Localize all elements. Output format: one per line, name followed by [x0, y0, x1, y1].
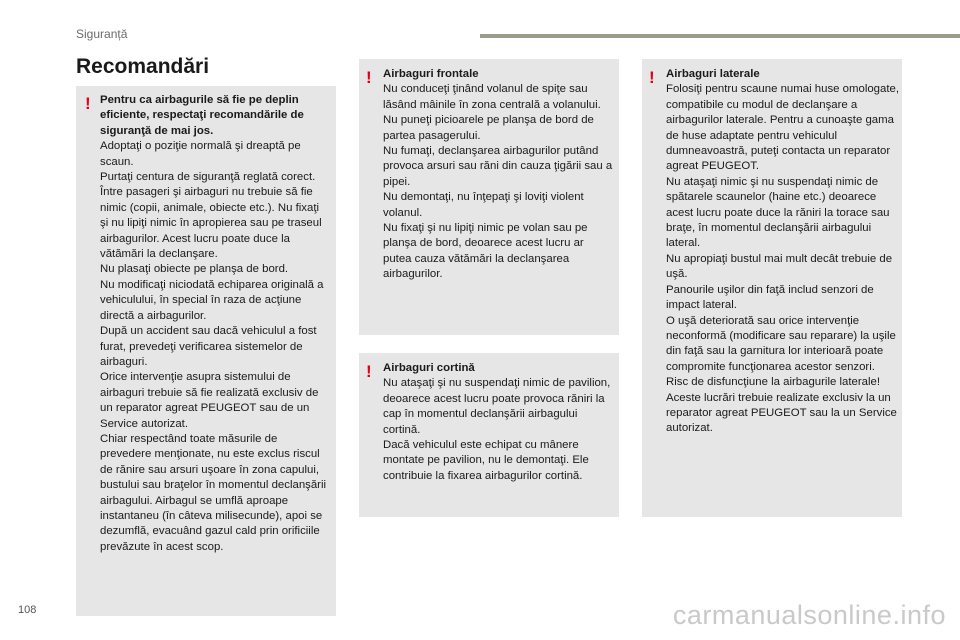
warning-icon: ! [85, 94, 91, 113]
text-line: Orice intervenţie asupra sistemului de airbaguri trebuie să fie realizată exclusiv de un reparator agreat PEUGEOT sau de un Service autorizat. [100, 371, 319, 430]
text-line: Nu ataşaţi nimic şi nu suspendaţi nimic de spătarele scaunelor (haine etc.) deoarece acest lucru poate duce la răniri la torace sau braţe, în momentul declanşării airbagului lateral. [666, 175, 890, 250]
text-line: Adoptaţi o poziţie normală şi dreaptă pe scaun. [100, 140, 301, 168]
panel-heading: Airbaguri laterale [666, 68, 760, 80]
warning-icon: ! [366, 68, 372, 87]
text-line: Dacă vehiculul este echipat cu mânere montate pe pavilion, nu le demontaţi. Ele contribuie la fixarea airbagurilor cortină. [383, 439, 589, 482]
warning-icon: ! [366, 362, 372, 381]
panel-heading: Airbaguri frontale [383, 68, 479, 80]
text-line: Purtaţi centura de siguranţă reglată corect. [100, 171, 316, 184]
text-line: Nu modificaţi niciodată echiparea originală a vehiculului, în special în raza de acţiune directă a airbagurilor. [100, 278, 324, 322]
header-divider [480, 34, 960, 38]
text-line: O uşă deteriorată sau orice intervenţie neconformă (modificare sau reparare) la uşile din faţă sau la garnitura lor interioară poate compromite funcţionarea acestor senzori. Risc de disfuncţiune la airbagurile laterale! [666, 314, 896, 389]
text-line: Între pasageri şi airbaguri nu trebuie să fie nimic (copii, animale, obiecte etc.). Nu fixaţi şi nu lipiţi nimic în apropierea sau pe traseul airbagurilor. Acest lucru poate duce la vătămări la declanşare. [100, 186, 322, 261]
curtain-airbags-text [383, 361, 613, 484]
panel-heading: Airbaguri cortină [383, 362, 475, 374]
text-line: Nu plasaţi obiecte pe planşa de bord. [100, 263, 289, 276]
page-number: 108 [18, 604, 37, 616]
text-line: Nu fumaţi, declanşarea airbagurilor putând provoca arsuri sau răni din cauza ţigării sau a pipei. [383, 145, 613, 188]
text-line: Nu fixaţi şi nu lipiţi nimic pe volan sau pe planşa de bord, deoarece acest lucru ar putea cauza vătămări la declanşarea airbagurilor. [383, 222, 588, 281]
text-line: Nu ataşaţi şi nu suspendaţi nimic de pavilion, deoarece acest lucru poate provoca răniri la cap în momentul declanşării airbagului cortină. [383, 377, 611, 436]
text-line: Panourile uşilor din faţă includ senzori de impact lateral. [666, 283, 874, 312]
page-title: Recomandări [76, 55, 210, 78]
text-line: Folosiţi pentru scaune numai huse omologate, compatibile cu modul de declanşare a airbagurilor laterale. Pentru a cunoaşte gama de huse adaptate pentru vehiculul dumneavoastră, puteţi contacta un reparator agreat PEUGEOT. [666, 83, 900, 173]
front-airbags-text [383, 67, 615, 283]
text-line: Aceste lucrări trebuie realizate exclusiv la un reparator agreat PEUGEOT sau la un Service autorizat. [666, 391, 897, 435]
side-airbags-text [666, 67, 900, 437]
text-line: Nu apropiaţi bustul mai mult decât trebuie de uşă. [666, 252, 893, 281]
text-line: După un accident sau dacă vehiculul a fost furat, prevedeţi verificarea sistemelor de airbaguri. [100, 325, 317, 368]
panel-heading: Pentru ca airbagurile să fie pe deplin eficiente, respectaţi recomandările de siguranţă de mai jos. [100, 94, 304, 137]
warning-icon: ! [649, 68, 655, 87]
recommendations-text [100, 93, 330, 555]
text-line: Nu puneţi picioarele pe planşa de bord de partea pasagerului. [383, 114, 594, 142]
watermark: carmanualsonline.info [672, 600, 946, 630]
text-line: Nu conduceţi ţinând volanul de spiţe sau lăsând mâinile în zona centrală a volanului. [383, 83, 601, 111]
section-label: Siguranță [76, 27, 128, 41]
text-line: Chiar respectând toate măsurile de prevedere menţionate, nu este exclus riscul de rănire sau arsuri uşoare în zona capului, bustului sau braţelor în momentul declanşării airbagului. Airbagul se umflă aproape instantaneu (în câteva milisecunde), apoi se dezumflă, evacuând gazul cald prin orificiile prevăzute în acest scop. [100, 432, 327, 553]
text-line: Nu demontaţi, nu înţepaţi şi loviţi violent volanul. [383, 191, 584, 219]
